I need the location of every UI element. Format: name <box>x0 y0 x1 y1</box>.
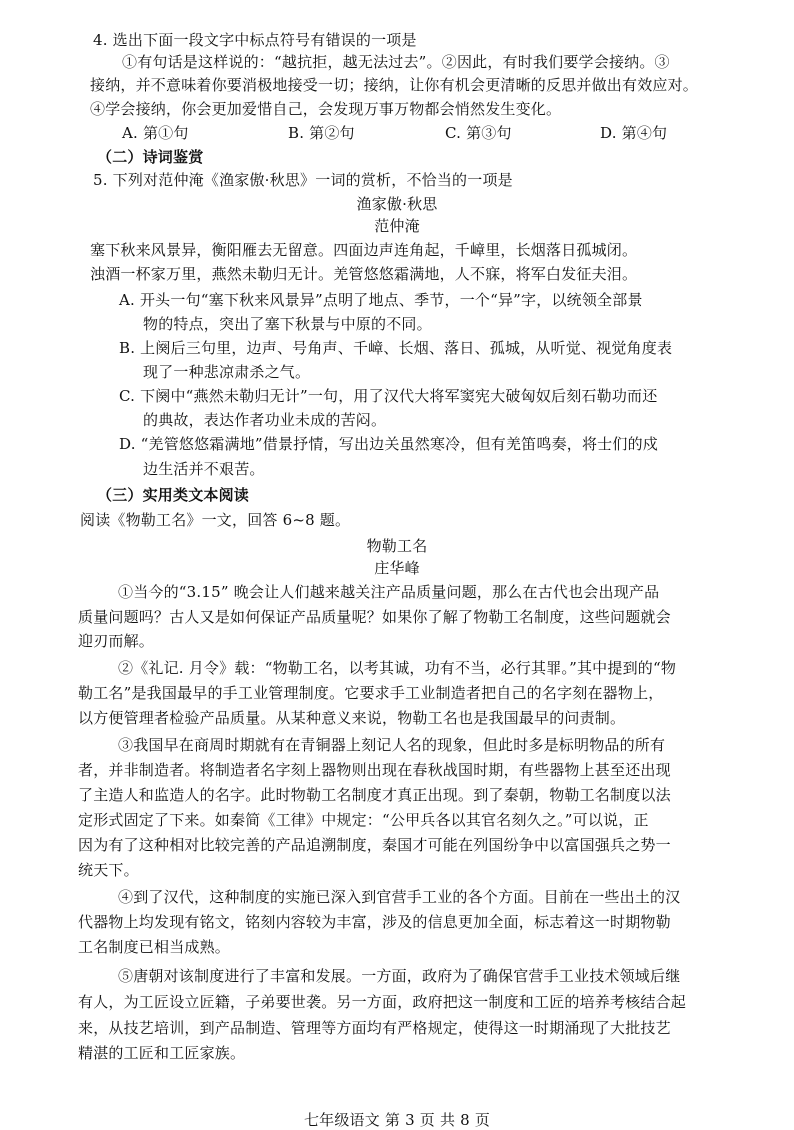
article-p1-line-1: ①当今的“3.15” 晚会让人们越来越关注产品质量问题，那么在古代也会出现产品 <box>118 583 660 601</box>
poem-line-1: 塞下秋来风景异，衡阳雁去无留意。四面边声连角起，千嶂里，长烟落日孤城闭。 <box>90 241 638 259</box>
q4-text-line-1: ①有句话是这样说的：“越抗拒，越无法过去”。②因此，有时我们要学会接纳。③ <box>122 53 670 71</box>
q4-text-line-2: 接纳，并不意味着你要消极地接受一切；接纳，让你有机会更清晰的反思并做出有效应对。 <box>90 76 699 94</box>
article-p3-line-1: ③我国早在商周时期就有在青铜器上刻记人名的现象，但此时多是标明物品的所有 <box>118 736 666 754</box>
q5-option-a-line-1: A. 开头一句“塞下秋来风景异”点明了地点、季节，一个“异”字，以统领全部景 <box>119 291 643 309</box>
poem-line-2: 浊酒一杯家万里，燕然未勒归无计。羌管悠悠霜满地，人不寐，将军白发征夫泪。 <box>90 265 638 283</box>
q5-option-c-line-2: 的典故，表达作者功业未成的苦闷。 <box>143 411 387 429</box>
q5-option-b-line-1: B. 上阕后三句里，边声、号角声、千嶂、长烟、落日、孤城，从听觉、视觉角度表 <box>119 339 673 357</box>
article-p3-line-3: 了主造人和监造人的名字。此时物勒工名制度才真正出现。到了秦朝，物勒工名制度以法 <box>78 786 671 804</box>
article-p3-line-2: 者，并非制造者。将制造者名字刻上器物则出现在春秋战国时期，有些器物上甚至还出现 <box>78 761 671 779</box>
section-poetry-heading: （二）诗词鉴赏 <box>97 148 204 166</box>
article-p3-line-6: 统天下。 <box>78 861 139 879</box>
article-p5-line-3: 来，从技艺培训，到产品制造、管理等方面均有严格规定，使得这一时期涌现了大批技艺 <box>78 1019 671 1037</box>
q5-option-b-line-2: 现了一种悲凉肃杀之气。 <box>143 363 311 381</box>
q4-option-a: A. 第①句 <box>122 124 189 142</box>
article-p5-line-2: 有人，为工匠设立匠籍，子弟要世袭。另一方面，政府把这一制度和工匠的培养考核结合起 <box>78 993 687 1011</box>
q5-option-d-line-1: D. “羌管悠悠霜满地”借景抒情，写出边关虽然寒冷，但有羌笛鸣奏，将士们的戍 <box>119 435 658 453</box>
article-p3-line-4: 定形式固定了下来。如秦简《工律》中规定：“公甲兵各以其官名刻久之。”可以说，正 <box>78 811 649 829</box>
article-p5-line-4: 精湛的工匠和工匠家族。 <box>78 1044 246 1062</box>
q4-option-c: C. 第③句 <box>445 124 512 142</box>
section-practical-text-heading: （三）实用类文本阅读 <box>97 486 250 504</box>
q4-stem: 4. 选出下面一段文字中标点符号有错误的一项是 <box>93 31 417 49</box>
reading-instruction: 阅读《物勒工名》一文，回答 6~8 题。 <box>80 511 351 529</box>
article-p1-line-3: 迎刃而解。 <box>78 632 155 650</box>
q5-option-d-line-2: 边生活并不艰苦。 <box>143 460 265 478</box>
article-author: 庄华峰 <box>374 559 420 577</box>
q5-option-c-line-1: C. 下阕中“燕然未勒归无计”一句，用了汉代大将军窦宪大破匈奴后刻石勒功而还 <box>119 387 658 405</box>
article-p2-line-2: 勒工名”是我国最早的手工业管理制度。它要求手工业制造者把自己的名字刻在器物上， <box>78 684 664 702</box>
article-p5-line-1: ⑤唐朝对该制度进行了丰富和发展。一方面，政府为了确保官营手工业技术领域后继 <box>118 967 681 985</box>
poem-title: 渔家傲·秋思 <box>356 195 438 213</box>
article-p2-line-3: 以方便管理者检验产品质量。从某种意义来说，物勒工名也是我国最早的问责制。 <box>78 709 626 727</box>
q5-option-a-line-2: 物的特点，突出了塞下秋景与中原的不同。 <box>143 315 432 333</box>
q4-text-line-3: ④学会接纳，你会更加爱惜自己，会发现万事万物都会悄然发生变化。 <box>90 100 562 118</box>
article-p4-line-2: 代器物上均发现有铭文，铭刻内容较为丰富，涉及的信息更加全面，标志着这一时期物勒 <box>78 913 671 931</box>
article-p4-line-3: 工名制度已相当成熟。 <box>78 938 231 956</box>
q4-option-d: D. 第④句 <box>600 124 668 142</box>
q5-stem: 5. 下列对范仲淹《渔家傲·秋思》一词的赏析，不恰当的一项是 <box>93 171 513 189</box>
article-p2-line-1: ②《礼记. 月令》载：“物勒工名，以考其诚，功有不当，必行其罪。”其中提到的“物 <box>118 659 677 677</box>
article-p3-line-5: 因为有了这种相对比较完善的产品追溯制度，秦国才可能在列国纷争中以富国强兵之势一 <box>78 836 671 854</box>
q4-option-b: B. 第②句 <box>288 124 355 142</box>
poem-author: 范仲淹 <box>374 217 420 235</box>
page-footer: 七年级语文 第 3 页 共 8 页 <box>303 1111 491 1129</box>
article-title: 物勒工名 <box>366 537 428 555</box>
article-p1-line-2: 质量问题吗？古人又是如何保证产品质量呢？如果你了解了物勒工名制度，这些问题就会 <box>78 608 671 626</box>
article-p4-line-1: ④到了汉代，这种制度的实施已深入到官营手工业的各个方面。目前在一些出土的汉 <box>118 888 681 906</box>
